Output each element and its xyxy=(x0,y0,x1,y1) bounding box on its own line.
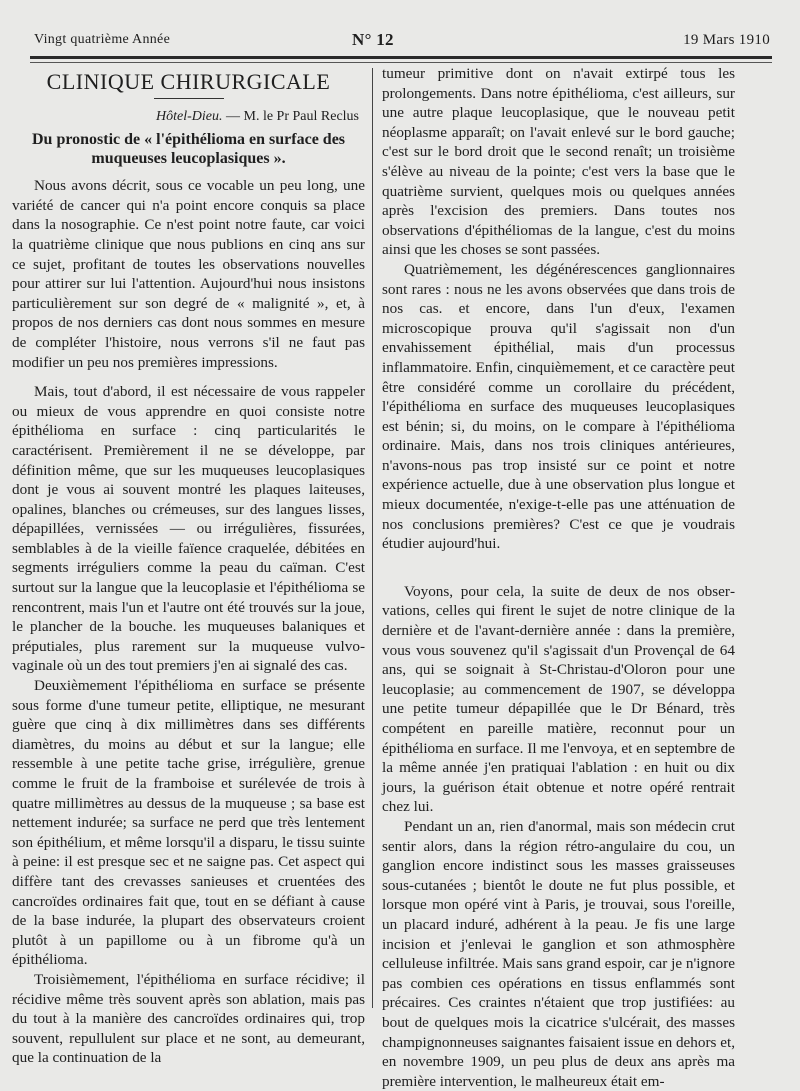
right-paragraph-4: Pendant un an, rien d'anormal, mais son médecin crut sentir alors, dans la région rétro-angulaire du cou, un ganglion encore indistinct sous les masses graisseuses sous-cutanées ; bientôt le doute ne fut plus possible, et lorsque mon opéré vint à Paris, je trouvai, sous l'oreille, un placard induré, adhérent à la peau. Je fis une large incision et j'enlevai le ganglion et son athmosphère celluleuse infiltrée. Mais sans grand espoir, car je n'ignore pas combien ces opérations en tissus enflammés sont précaires. Ces craintes n'étaient que trop justifiées: au bout de quelques mois la cicatrice s'ulcérait, des masses champignonneuses saignantes faisaient issue en dehors et, en novembre 1909, un peu plus de deux ans après ma première intervention, le malheureux était em- xyxy=(382,817,736,1090)
column-divider xyxy=(372,68,373,1008)
header-date: 19 Mars 1910 xyxy=(683,32,770,48)
byline-author: — M. le Pr Paul Reclus xyxy=(226,108,359,124)
byline xyxy=(12,107,359,127)
section-title: CLINIQUE CHIRURGICALE xyxy=(46,69,331,94)
header-volume: Vingt quatrième Année xyxy=(34,32,171,47)
left-column xyxy=(12,64,365,1068)
article-subtitle: Du pronostic de « l'épithélioma en surface des muqueuses leucoplasiques ». xyxy=(31,131,346,168)
header-rule-thick xyxy=(30,56,772,59)
header-issue-number: N° 12 xyxy=(352,30,394,49)
right-column xyxy=(382,64,735,1091)
left-paragraph-3: Deuxièmement l'épithélioma en surface se présente sous forme d'une tumeur petite, elliptique, ne mesurant guère que cinq à dix millimètres dans ses différents diamètres, du moins au début et sur la langue; elle ressemble à une petite tache grise, irrégulière, grenue comme le fruit de la framboise et surélevée de trois à quatre millimètres au dessus de la muqueuse ; sa base est nettement indurée; sa surface ne perd que très lentement son épithélium, et même lorsqu'il a disparu, le tissu suinte à peine: il est presque sec et ne saigne pas. Cet aspect qui diffère tant des crevasses sanieuses et cruentées des cancroïdes ordinaires fait que, tout en se défiant à cause de la base indurée, la plupart des observateurs croient plutôt à un papillome ou à un fibrome qu'à un épithélioma. xyxy=(12,677,365,969)
right-paragraph-3: Voyons, pour cela, la suite de deux de nos observations, celles qui firent le sujet de notre clinique de la dernière et de l'avant-dernière année : dans la première, vous vous souvenez qu'il s'agissait d'un Provençal de 64 ans, qui se soignait à St-Christau-d'Oloron pour une leucoplasie; au commencement de 1907, se développa une petite tumeur dépapillée que le Dr Bénard, très compétent en pareille matière, reconnut pour un épithélioma en surface. Il me l'envoya, et en septembre de la même année j'en pratiquai l'ablation : en huit ou dix jours, la guérison était obtenue et notre opéré rentrait chez lui. xyxy=(382,582,735,816)
byline-place: Hôtel-Dieu. xyxy=(156,108,223,124)
left-paragraph-1: Nous avons décrit, sous ce vocable un peu long, une variété de cancer qui n'a point encore conquis sa place dans la nosographie. Ce n'est point notre faute, car voici la quatrième clinique que nous publions en cinq ans sur ce sujet, profitant de toutes les observations nouvelles pour attirer sur lui l'attention. Aujourd'hui nous insistons particulièrement sur son degré de « malignité », et, à propos de nos derniers cas dont nous sommes en mesure de compléter l'histoire, nous verrons s'il ne faut pas modifier un peu nos premières impressions. xyxy=(12,177,365,371)
header-rule-thin xyxy=(30,62,772,63)
right-paragraph-2: Quatrièmement, les dégénérescences ganglionnaires sont rares : nous ne les avons observées que dans trois de nos cas. et encore, dans l'un d'eux, l'examen microscopique prouva qu'il s'agissait non d'un envahissement épithélial, mais d'un processus inflammatoire. Enfin, cinquièmement, et ce caractère peut être considéré comme un corollaire du précédent, l'épithélioma en surface des muqueuses leucoplasiques est bénin; si, du moins, on le compare à l'épithélioma ordinaire. Mais, dans nos trois cliniques antérieures, n'avons-nous pas trop insisté sur ce point et notre expérience actuelle, due à une observation plus longue et mieux documentée, n'exige-t-elle pas une atténuation de nos conclusions premières? C'est ce que je voudrais étudier aujourd'hui. xyxy=(382,260,735,553)
right-paragraph-1: tumeur primitive dont on n'avait extirpé tous les prolongements. Dans notre épithélioma, c'est ailleurs, sur une autre plaque leucoplasique, que le nouveau petit néoplasme apparaît; on l'avait enlevé sur le bord gauche; c'est sur le bord droit que le second renaît; un troisième s'élève au niveau de la pointe; c'est vers la base que le quatrième survient, quelques mois ou quelques années après l'excision des premiers. Dans toutes nos observations d'épithéliomas de la langue, c'est du moins ainsi que les choses se sont passées. xyxy=(382,65,735,259)
title-rule xyxy=(154,98,224,99)
left-paragraph-4: Troisièmement, l'épithélioma en surface récidive; il récidive même très souvent après son ablation, mais pas du tout à la manière des cancroïdes ordinaires qui, trop souvent, repullulent sur place et ne sont, au demeurant, que la continuation de la xyxy=(12,970,365,1067)
left-paragraph-2: Mais, tout d'abord, il est nécessaire de vous rappeler ou mieux de vous apprendre en quoi consiste notre épithélioma en surface : cinq particularités le caractérisent. Premièrement il ne se développe, par définition même, que sur les muqueuses leucoplasiques dont je vous ai souvent montré les plaques laiteuses, opalines, blanches ou crémeuses, sur des langues lisses, dépapillées, vernissées — ou irrégulières, fissurées, semblables à de la vieille faïence craquelée, débitées en segments irréguliers comme la peau du caïman. C'est surtout sur la langue que la leucoplasie et l'épithélioma se rencontrent, mais l'un et l'autre ont été trouvés sur la joue, le plancher de la bouche. les muqueuses balaniques et préputiales, plus rarement sur la muqueuse vulvo-vaginale où un des tout premiers j'en ai signalé des cas. xyxy=(12,383,365,675)
page-header xyxy=(30,30,770,56)
